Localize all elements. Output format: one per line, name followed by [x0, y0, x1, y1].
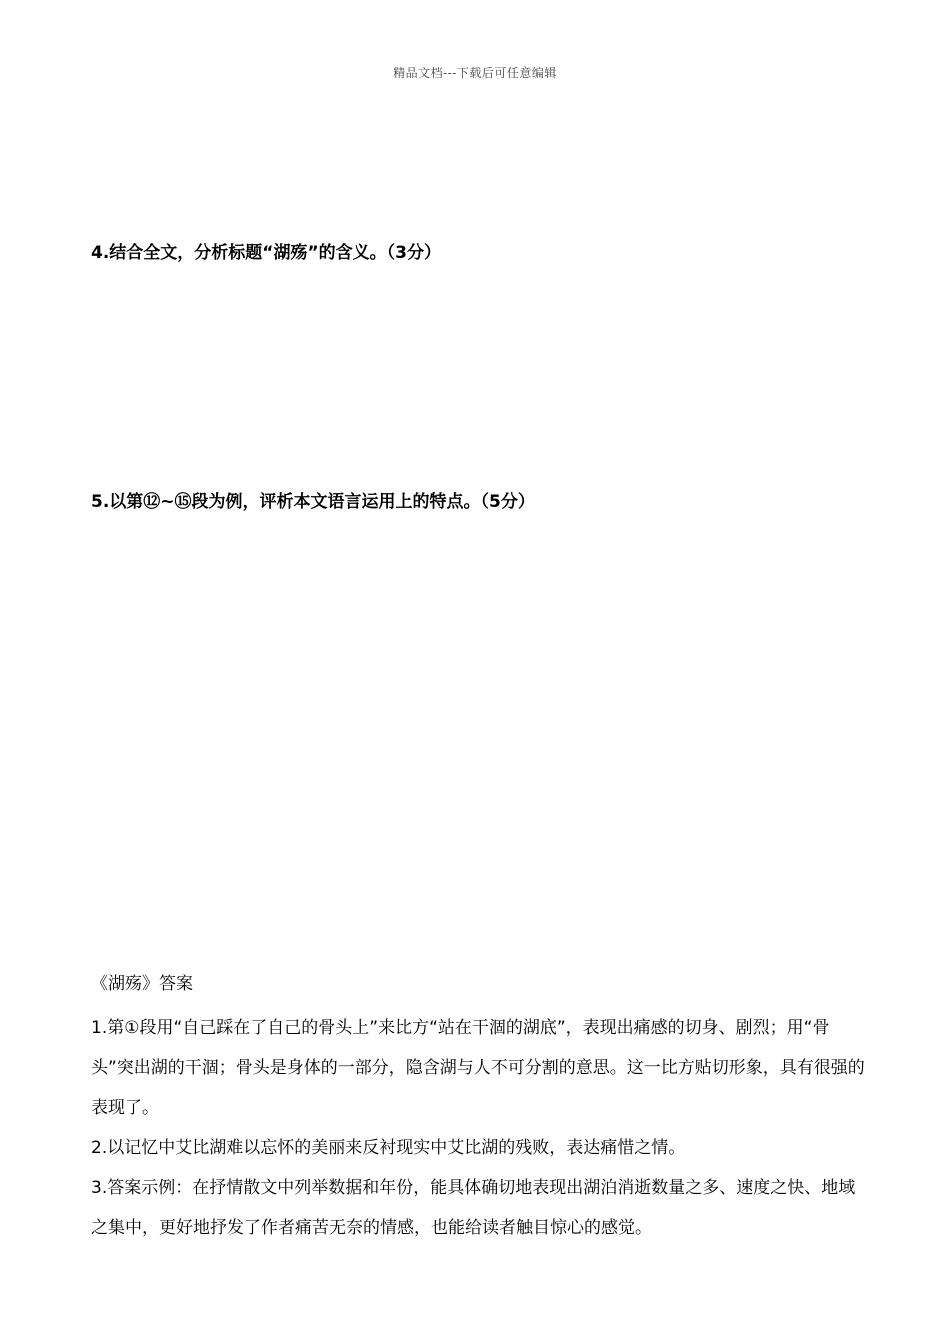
- answer-item-1: 1.第①段用“自己踩在了自己的骨头上”来比方“站在干涸的湖底”，表现出痛感的切身、剧烈；用“骨头”突出湖的干涸；骨头是身体的一部分，隐含湖与人不可分割的意思。这一比方贴切形象，具有很强的表现了。: [91, 1018, 865, 1118]
- page-header: 精品文档---下载后可任意编辑: [393, 66, 557, 80]
- answer-section: [91, 970, 866, 1248]
- answer-item-3: 3.答案示例：在抒情散文中列举数据和年份，能具体确切地表现出湖泊消逝数量之多、速度之快、地域之集中，更好地抒发了作者痛苦无奈的情感，也能给读者触目惊心的感觉。: [91, 1178, 856, 1238]
- question-4: 4.结合全文，分析标题“湖殇”的含义。（3分）: [91, 243, 441, 263]
- answer-item-2: 2.以记忆中艾比湖难以忘怀的美丽来反衬现实中艾比湖的残败，表达痛惜之情。: [91, 1138, 686, 1158]
- answer-title: 《湖殇》答案: [91, 974, 193, 994]
- question-5: 5.以第⑫~⑮段为例，评析本文语言运用上的特点。（5分）: [91, 492, 535, 512]
